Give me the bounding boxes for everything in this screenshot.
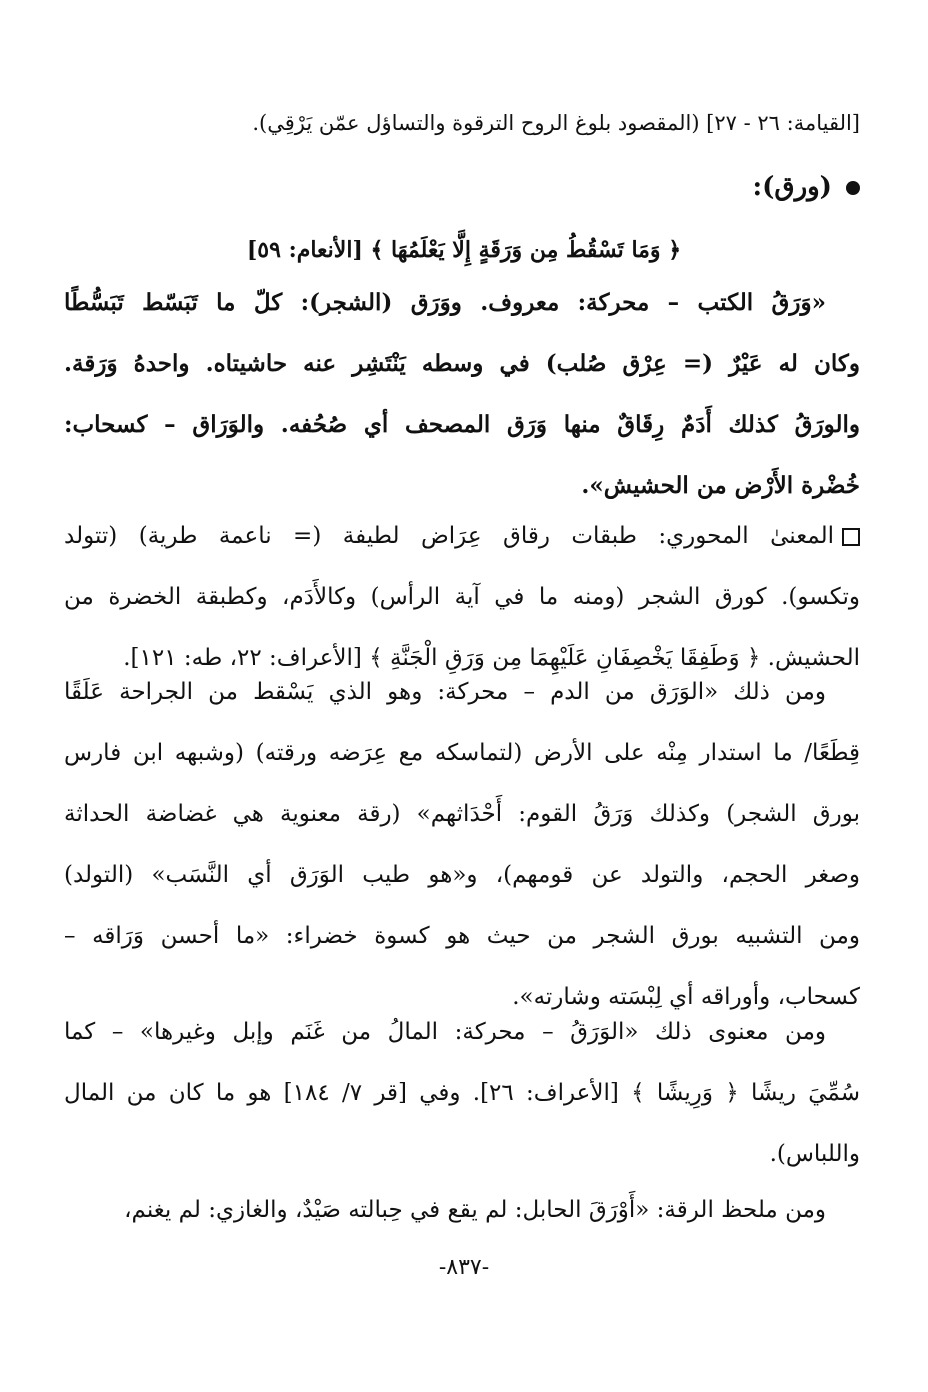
paragraph-line: خُضْرة الأَرْض من الحشيش».	[581, 472, 860, 499]
entry-heading-text: (ورق):	[752, 172, 832, 202]
paragraph-line: سُمِّيَ ريشًا ﴿ وَرِيشًا ﴾ [الأعراف: ٢٦]. وفي [قر ٧/ ١٨٤] هو ما كان من المال	[64, 1080, 860, 1106]
page-number: -٨٣٧-	[438, 1255, 490, 1280]
entry-heading	[64, 162, 860, 212]
paragraph-line: والورَقُ كذلك أَدَمٌ رِقَاقٌ منها وَرَق المصحف أي صُحُفه. والوَرَاق – كسحاب:	[64, 411, 860, 438]
paragraph-line: المعنىٰ المحوري: طبقات رقاق عِرَاض لطيفة (= ناعمة طرية) (تتولد	[64, 506, 860, 567]
reference-line: [القيامة: ٢٦ - ٢٧] (المقصود بلوغ الروح الترقوة والتساؤل عمّن يَرْقِي).	[252, 111, 860, 135]
paragraph-line: وصغر الحجم، والتولد عن قومهم)، و«هو طيب الوَرَق أي النَّسَب» (التولد)	[64, 862, 860, 888]
square-marker-icon	[842, 528, 860, 546]
paragraph-line: الحشيش. ﴿ وَطَفِقَا يَخْصِفَانِ عَلَيْهِمَا مِن وَرَقِ الْجَنَّةِ ﴾ [الأعراف: ٢٢، طه: ١٢١].	[123, 645, 860, 671]
paragraph-line: وكان له عَيْرٌ (= عِرْق صُلب) في وسطه يَنْتَشِر عنه حاشيتاه. واحدهُ وَرَقة.	[64, 350, 860, 377]
paragraph-line: ومن التشبيه بورق الشجر من حيث هو كسوة خضراء: «ما أحسن وَرَاقه –	[64, 923, 860, 949]
paragraph-line: وتكسو). كورق الشجر (ومنه ما في آية الرأس) وكالأَدَم، وكطبقة الخضرة من	[64, 584, 860, 610]
bullet-icon	[846, 181, 860, 195]
paragraph-derivations	[64, 662, 860, 1028]
paragraph-money	[64, 1002, 860, 1185]
quran-verse: ﴿ وَمَا تَسْقُطُ مِن وَرَقَةٍ إِلَّا يَعْلَمُهَا ﴾ [الأنعام: ٥٩]	[246, 237, 682, 263]
paragraph-line: قِطَعًا/ ما استدار مِنْه على الأرض (لتماسكه مع عِرَضه ورقته) (وشبهه ابن فارس	[64, 740, 860, 766]
paragraph-line: «وَرَقُ الكتب – محركة: معروف. ووَرَق (الشجر): كلّ ما تَبَسّط تَبَسُّطًا	[64, 289, 826, 316]
paragraph-line: بورق الشجر) وكذلك وَرَقُ القوم: أَحْدَاثهم» (رقة معنوية هي غضاضة الحداثة	[64, 801, 860, 827]
paragraph-line: كسحاب، وأوراقه أي لِبْسَته وشارته».	[512, 984, 860, 1010]
paragraph-thinness	[64, 1180, 860, 1241]
paragraph-line: واللباس).	[769, 1141, 860, 1167]
paragraph-line: ومن ذلك «الوَرَق من الدم – محركة: وهو الذي يَسْقط من الجراحة عَلَقًا	[64, 679, 826, 705]
paragraph-line: ومن ملحظ الرقة: «أَوْرَقَ الحابل: لم يقع في حِبالته صَيْدٌ، والغازي: لم يغنم،	[124, 1197, 826, 1223]
paragraph-definition	[64, 272, 860, 516]
paragraph-line: ومن معنوى ذلك «الوَرَقُ – محركة: المالُ من غَنَم وإبل وغيرها» – كما	[64, 1019, 826, 1045]
